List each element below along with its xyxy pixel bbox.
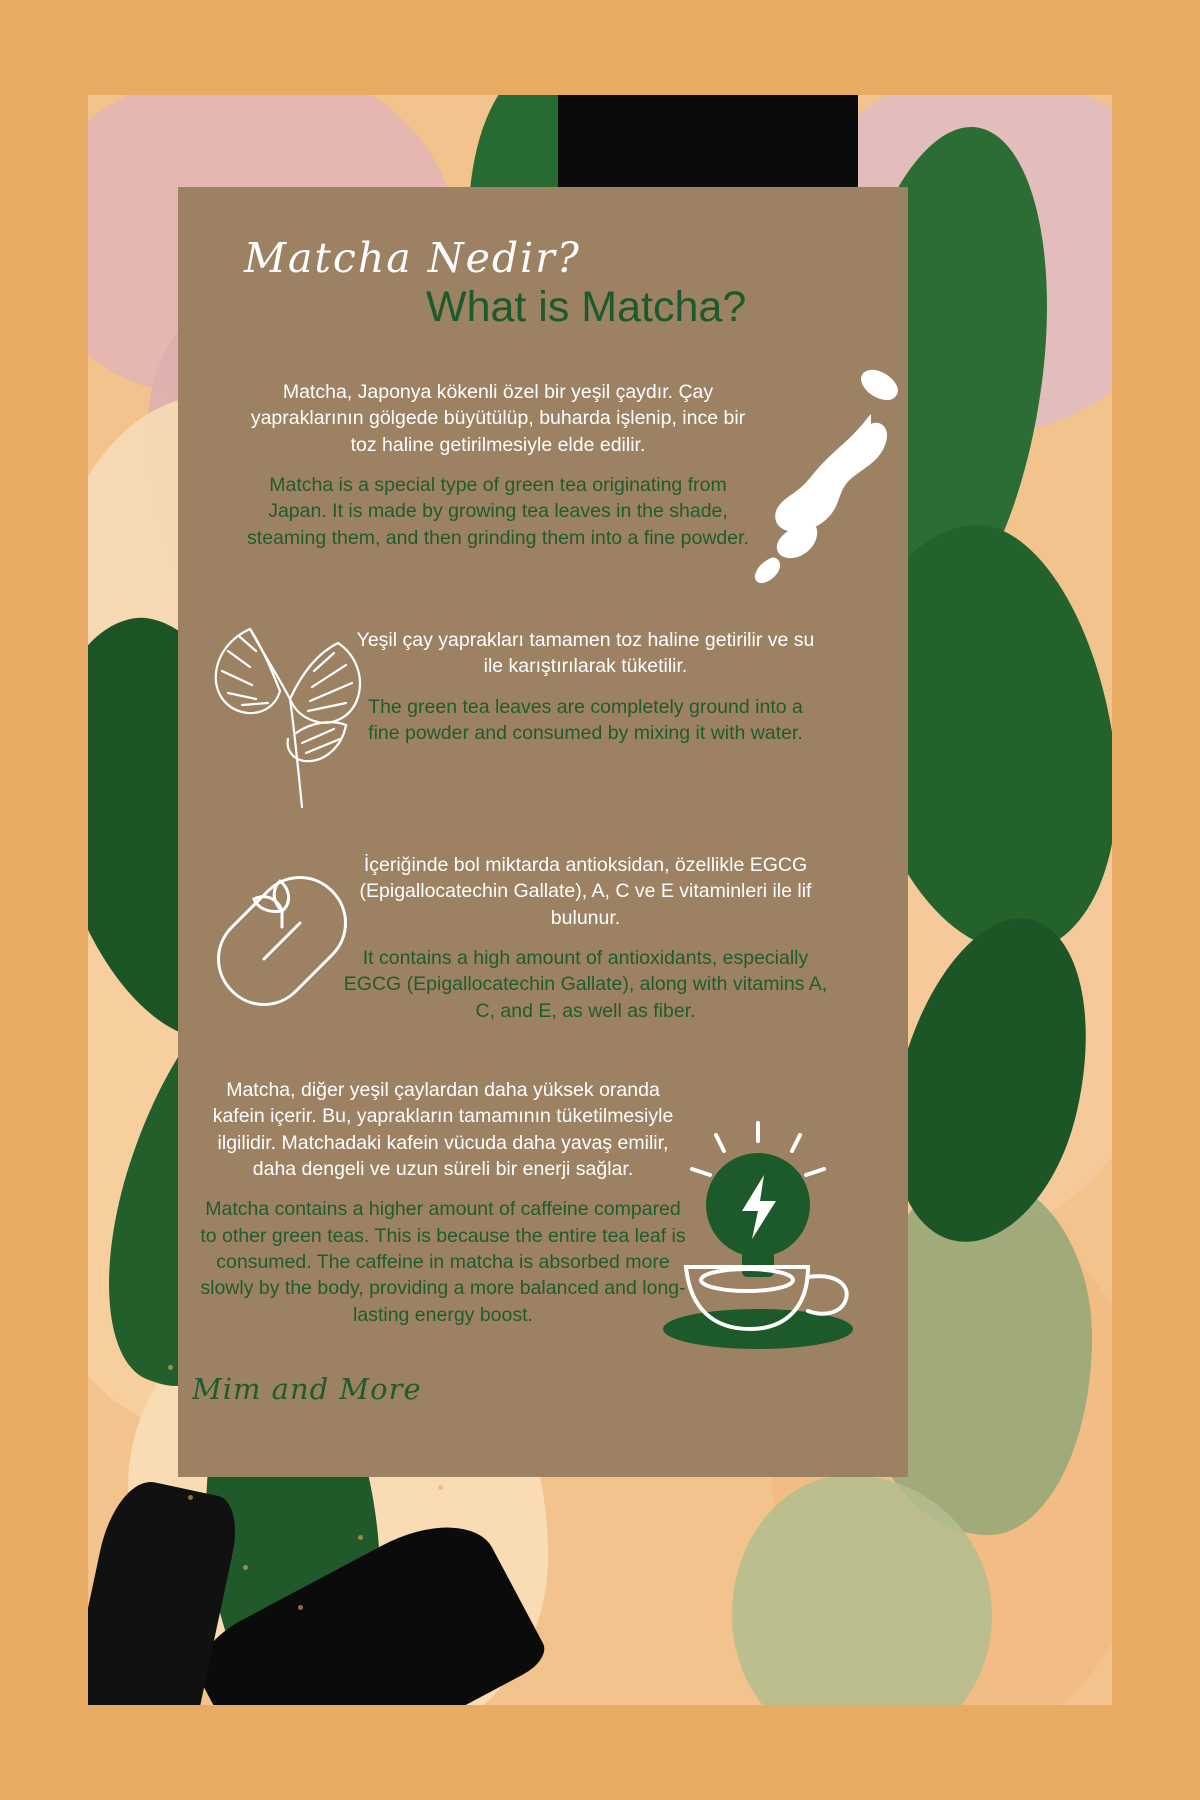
lightbulb-cup-icon bbox=[658, 1117, 868, 1357]
section-nutrients bbox=[333, 852, 838, 1024]
japan-map-icon bbox=[743, 362, 923, 612]
content-card bbox=[178, 187, 908, 1477]
section-powder-english: The green tea leaves are completely ground into a fine powder and consumed by mixing it with water. bbox=[368, 695, 803, 744]
section-caffeine-turkish: Matcha, diğer yeşil çaylardan daha yüksek oranda kafein içerir. Bu, yaprakların tamamının tüketilmesiyle ilgilidir. Matchadaki kafein vücuda daha yavaş emilir, daha dengeli ve uzun süreli bir enerji sağlar. bbox=[212, 1079, 674, 1180]
page-title-english: What is Matcha? bbox=[426, 283, 747, 331]
section-caffeine bbox=[198, 1077, 688, 1328]
section-powder bbox=[353, 627, 818, 746]
section-powder-turkish: Yeşil çay yaprakları tamamen toz haline getirilir ve su ile karıştırılarak tüketilir. bbox=[356, 629, 815, 678]
section-nutrients-turkish: İçeriğinde bol miktarda antioksidan, özellikle EGCG (Epigallocatechin Gallate), A, C ve E vitaminleri ile lif bulunur. bbox=[359, 854, 812, 929]
section-intro-turkish: Matcha, Japonya kökenli özel bir yeşil çaydır. Çay yapraklarının gölgede büyütülüp, buharda işlenip, ince bir toz haline getirilmesiyle elde edilir. bbox=[250, 381, 746, 456]
brand-signature: Mim and More bbox=[192, 1372, 422, 1406]
section-intro bbox=[238, 379, 758, 551]
section-nutrients-english: It contains a high amount of antioxidants, especially EGCG (Epigallocatechin Gallate), along with vitamins A, C, and E, as well as fiber. bbox=[343, 946, 828, 1022]
section-caffeine-english: Matcha contains a higher amount of caffeine compared to other green teas. This is because the entire tea leaf is consumed. The caffeine in matcha is absorbed more slowly by the body, providing a more balanced and long-lasting energy boost. bbox=[200, 1198, 686, 1326]
page-title-turkish: Matcha Nedir? bbox=[244, 234, 581, 282]
section-intro-english: Matcha is a special type of green tea originating from Japan. It is made by growing tea leaves in the shade, steaming them, and then grinding them into a fine powder. bbox=[247, 473, 749, 549]
